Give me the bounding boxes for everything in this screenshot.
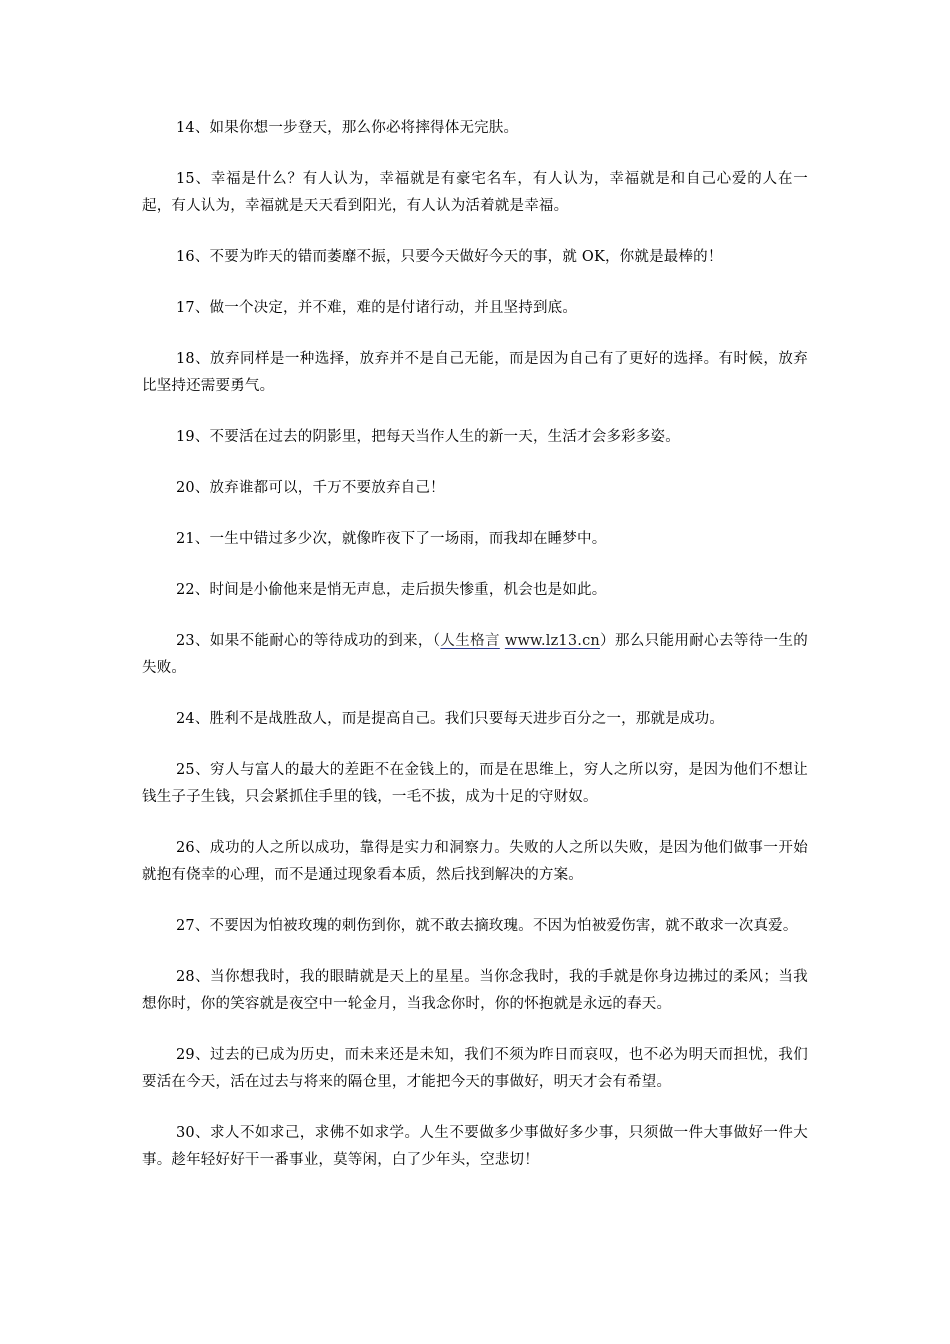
paragraph-27: 27、不要因为怕被玫瑰的刺伤到你，就不敢去摘玫瑰。不因为怕被爱伤害，就不敢求一次真爱。 [176, 918, 798, 934]
paragraph-22: 22、时间是小偷他来是悄无声息，走后损失惨重，机会也是如此。 [176, 582, 607, 598]
document-body [142, 115, 808, 1198]
paragraph-23-text-before: 23、如果不能耐心的等待成功的到来，（ [176, 633, 441, 649]
paragraph-17: 17、做一个决定，并不难，难的是付诸行动，并且坚持到底。 [176, 300, 578, 316]
paragraph-28: 28、当你想我时，我的眼睛就是天上的星星。当你念我时，我的手就是你身边拂过的柔风；当我想你时，你的笑容就是夜空中一轮金月，当我念你时，你的怀抱就是永远的春天。 [142, 969, 808, 1012]
paragraph-30: 30、求人不如求己，求佛不如求学。人生不要做多少事做好多少事，只须做一件大事做好一件大事。趁年轻好好干一番事业，莫等闲，白了少年头，空悲切！ [142, 1125, 808, 1168]
paragraph-23 [142, 628, 808, 682]
paragraph-26: 26、成功的人之所以成功，靠得是实力和洞察力。失败的人之所以失败，是因为他们做事一开始就抱有侥幸的心理，而不是通过现象看本质，然后找到解决的方案。 [142, 840, 808, 883]
paragraph-15: 15、幸福是什么？有人认为，幸福就是有豪宅名车，有人认为，幸福就是和自己心爱的人在一起，有人认为，幸福就是天天看到阳光，有人认为活着就是幸福。 [142, 171, 808, 214]
site-link[interactable]: www.lz13.cn [504, 633, 600, 649]
paragraph-20: 20、放弃谁都可以，千万不要放弃自己！ [176, 480, 445, 496]
paragraph-29: 29、过去的已成为历史，而未来还是未知，我们不须为昨日而哀叹，也不必为明天而担忧，我们要活在今天，活在过去与将来的隔仓里，才能把今天的事做好，明天才会有希望。 [142, 1047, 808, 1090]
paragraph-14: 14、如果你想一步登天，那么你必将摔得体无完肤。 [176, 120, 519, 136]
paragraph-25: 25、穷人与富人的最大的差距不在金钱上的，而是在思维上，穷人之所以穷，是因为他们不想让钱生子子生钱，只会紧抓住手里的钱，一毛不拔，成为十足的守财奴。 [142, 762, 808, 805]
paragraph-21: 21、一生中错过多少次，就像昨夜下了一场雨，而我却在睡梦中。 [176, 531, 607, 547]
paragraph-19: 19、不要活在过去的阴影里，把每天当作人生的新一天，生活才会多彩多姿。 [176, 429, 680, 445]
motto-link[interactable]: 人生格言 [440, 633, 500, 649]
paragraph-24: 24、胜利不是战胜敌人，而是提高自己。我们只要每天进步百分之一，那就是成功。 [176, 711, 725, 727]
paragraph-18: 18、放弃同样是一种选择，放弃并不是自己无能，而是因为自己有了更好的选择。有时候，放弃比坚持还需要勇气。 [142, 351, 808, 394]
paragraph-16: 16、不要为昨天的错而萎靡不振，只要今天做好今天的事，就 OK，你就是最棒的！ [176, 249, 723, 265]
paragraph-23-text-after: ）那么只能用耐心去等待一生的失败。 [142, 633, 808, 676]
